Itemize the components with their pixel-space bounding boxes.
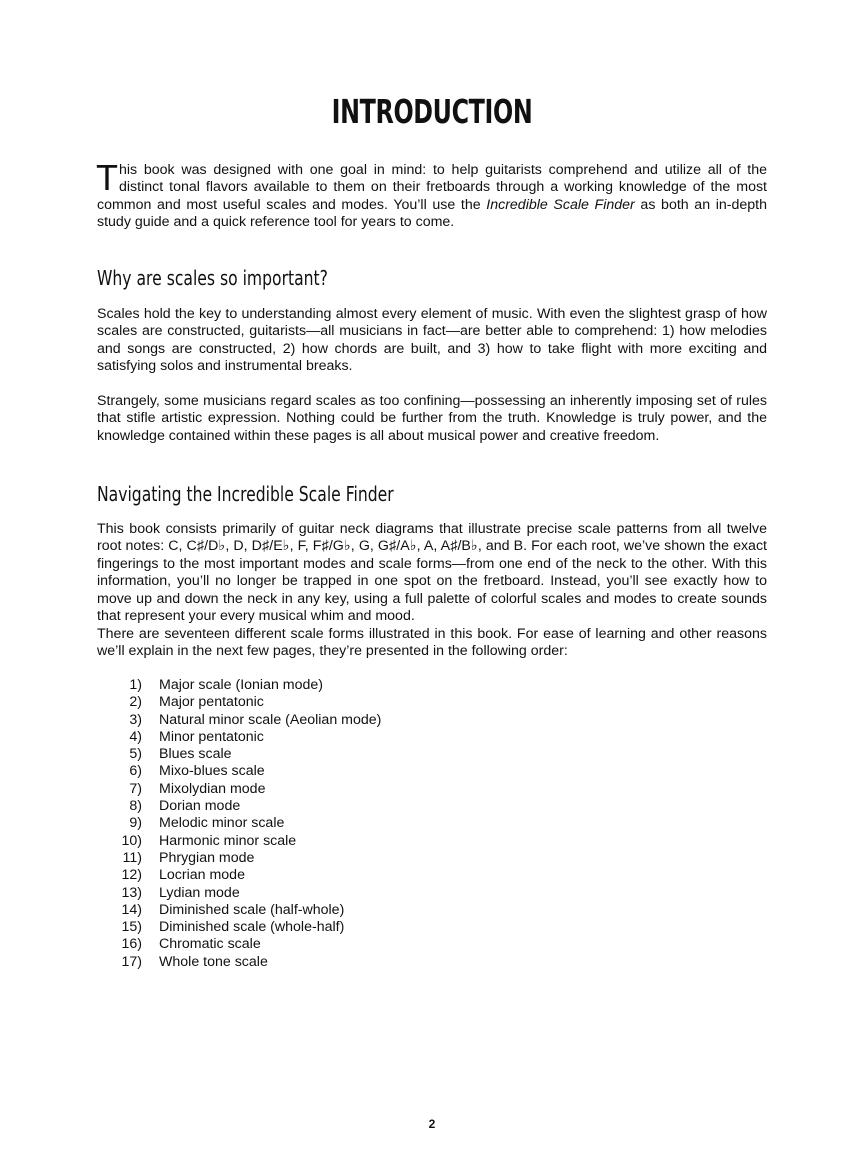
section-heading-navigating: Navigating the Incredible Scale Finder xyxy=(97,482,394,506)
list-item-label: Mixolydian mode xyxy=(159,780,266,797)
intro-paragraph xyxy=(96,157,768,232)
list-item-label: Dorian mode xyxy=(159,798,241,815)
list-item-label: Melodic minor scale xyxy=(159,815,285,832)
list-item xyxy=(97,729,381,746)
page-number: 2 xyxy=(428,1117,436,1131)
list-item xyxy=(97,815,381,832)
list-item-label: Natural minor scale (Aeolian mode) xyxy=(159,711,382,728)
list-item-label: Diminished scale (half-whole) xyxy=(159,901,345,918)
list-item xyxy=(97,798,381,815)
list-item-label: Major pentatonic xyxy=(159,694,264,711)
list-item-label: Harmonic minor scale xyxy=(159,832,297,849)
list-item-number: 4) xyxy=(129,728,142,745)
list-item-number: 10) xyxy=(121,832,142,849)
list-item xyxy=(97,763,381,780)
list-item xyxy=(97,902,381,919)
list-item xyxy=(97,746,381,763)
list-item-number: 8) xyxy=(129,798,142,815)
section1-paragraph-1: Scales hold the key to understanding almost every element of music. With even the slightest grasp of how scales are constructed, guitarists—all musicians in fact—are better able to comprehend: 1) how melodies and songs are constructed, 2) how chords are built, and 3) how to take flight with more exciting and satisfying solos and instrumental breaks. xyxy=(97,306,767,375)
list-item-number: 16) xyxy=(121,936,142,953)
intro-text-b: as both an in-depth study guide and a quick reference tool for years to come. xyxy=(97,196,768,231)
list-item xyxy=(97,954,381,971)
section-heading-why-scales: Why are scales so important? xyxy=(97,266,328,290)
section1-paragraph-2: Strangely, some musicians regard scales as too confining—possessing an inherently imposing set of rules that stifle artistic expression. Nothing could be further from the truth. Knowledge is truly power, and the knowledge contained within these pages is all about musical power and creative freedom. xyxy=(97,393,767,444)
list-item-number: 17) xyxy=(121,953,142,970)
list-item-number: 2) xyxy=(129,694,142,711)
list-item-label: Major scale (Ionian mode) xyxy=(159,677,324,693)
list-item-number: 12) xyxy=(121,867,142,884)
list-item xyxy=(97,781,381,798)
list-item-number: 3) xyxy=(129,711,142,728)
intro-text-a: his book was designed with one goal in mind: to help guitarists comprehend and utilize all of the distinct tonal flavors available to them on their fretboards through a working knowledge of the most common and most useful scales and modes. You’ll use the xyxy=(97,162,767,213)
list-item-label: Lydian mode xyxy=(159,884,240,901)
list-item-number: 7) xyxy=(129,780,142,797)
intro-emphasis: Incredible Scale Finder xyxy=(486,196,635,213)
list-item-label: Diminished scale (whole-half) xyxy=(159,919,345,936)
list-item xyxy=(97,677,381,694)
list-item xyxy=(97,919,381,936)
list-item xyxy=(97,885,381,902)
section2-paragraph-1: This book consists primarily of guitar neck diagrams that illustrate precise scale patterns from all twelve root notes: C, C♯/D♭, D, D♯/E♭, F, F♯/G♭, G, G♯/A♭, A, A♯/B♭, and B. For each root, we’ve shown the exact fingerings to the most important modes and scale forms—from one end of the neck to the other. With this information, you’ll no longer be trapped in one spot on the fretboard. Instead, you’ll see exactly how to move up and down the neck in any key, using a full palette of colorful scales and modes to create sounds that represent your every musical whim and mood. xyxy=(97,521,767,625)
list-item-label: Locrian mode xyxy=(159,867,245,884)
list-item-label: Minor pentatonic xyxy=(159,728,264,745)
scale-list xyxy=(97,677,381,971)
list-item xyxy=(97,712,381,729)
list-item-number: 9) xyxy=(129,815,142,832)
list-item xyxy=(97,833,381,850)
list-item-number: 1) xyxy=(129,677,142,693)
page-title: INTRODUCTION xyxy=(331,92,533,131)
list-item-label: Phrygian mode xyxy=(159,849,255,866)
list-item-number: 11) xyxy=(122,849,142,866)
drop-cap: T xyxy=(96,157,118,198)
list-item-label: Mixo-blues scale xyxy=(159,763,265,780)
list-item xyxy=(97,867,381,884)
list-item-number: 6) xyxy=(129,763,142,780)
list-item-label: Blues scale xyxy=(159,746,232,763)
list-item-label: Chromatic scale xyxy=(159,936,261,953)
list-item xyxy=(97,936,381,953)
list-item xyxy=(97,694,381,711)
list-item xyxy=(97,850,381,867)
list-item-number: 14) xyxy=(121,901,142,918)
list-item-number: 5) xyxy=(129,746,142,763)
list-item-number: 13) xyxy=(121,884,142,901)
list-item-label: Whole tone scale xyxy=(159,953,268,970)
section2-paragraph-2: There are seventeen different scale forms illustrated in this book. For ease of learning and other reasons we’ll explain in the next few pages, they’re presented in the following order: xyxy=(97,626,767,660)
list-item-number: 15) xyxy=(121,919,142,936)
